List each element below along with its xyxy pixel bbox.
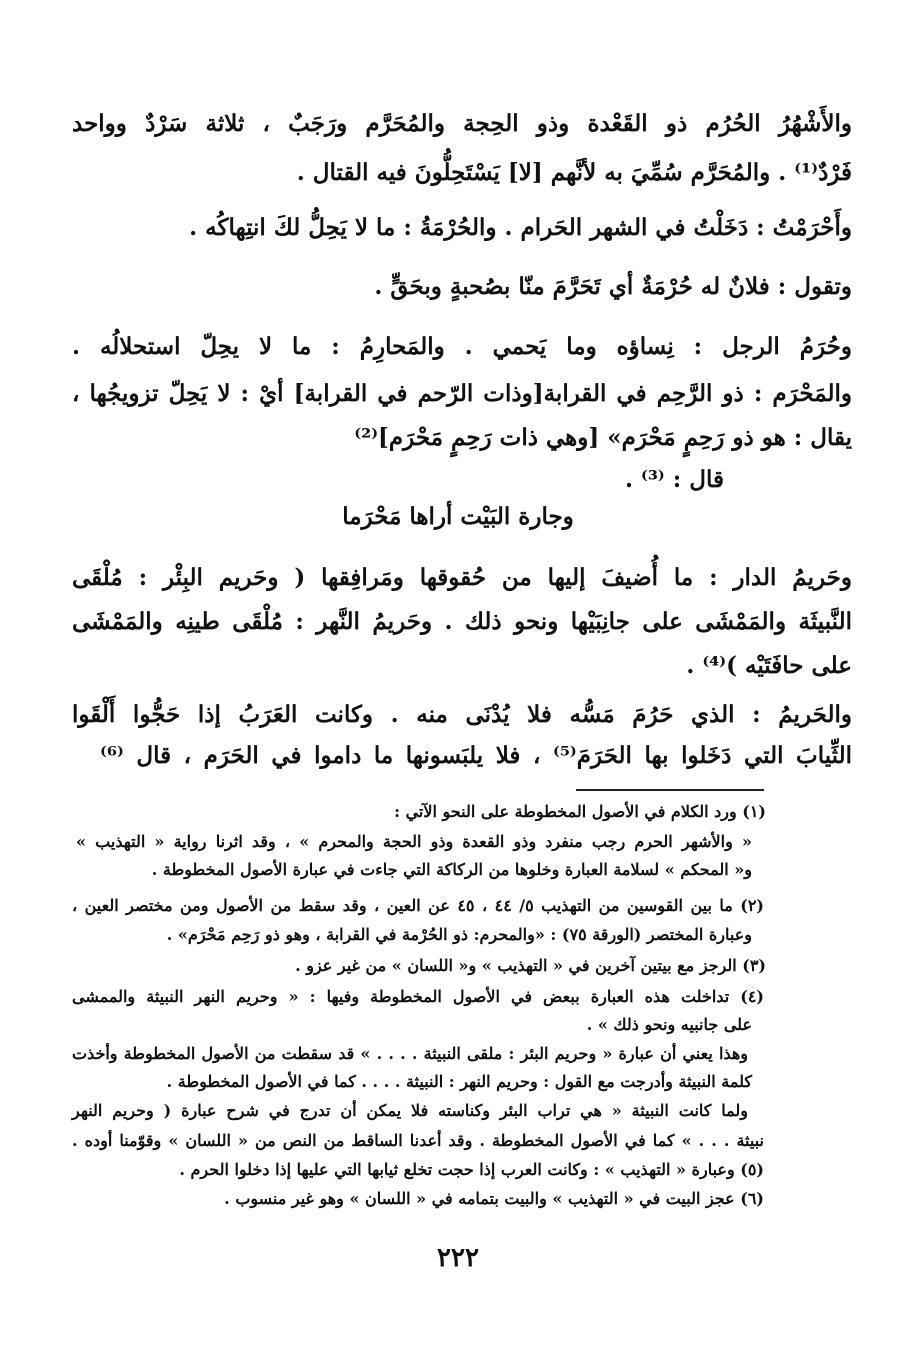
footnote-1-line-3: و« المحكم » لسلامة العبارة وخلوها من الركاكة التي جاءت في عبارة الأصول المخطوطة .: [151, 860, 752, 879]
footnote-2-line-1: (٢) ما بين القوسين من التهذيب ٥/ ٤٤ ، ٤٥ عن العين ، وقد سقط من الأصول ومن مختصر العين ،: [72, 896, 764, 915]
footnote-6: (٦) عجز البيت في « التهذيب » والبيت بتمامه في « اللسان » وهو غير منسوب .: [224, 1189, 764, 1208]
footnote-4-line-6: نبيثة . . . » كما في الأصول المخطوطة . وقد أعدنا الساقط من النص من « اللسان » وقوّمنا أوده .: [72, 1131, 764, 1150]
verse-line: وجارة البَيْت أراها مَحْرَما: [342, 503, 574, 530]
body-line-4: وتقول : فلانٌ له حُرْمَةٌ أي تَحَرَّمَ منّا بصُحبةٍ وبحَقٍّ .: [374, 273, 852, 300]
body-line-8: قال : ⁽³⁾ .: [624, 466, 724, 493]
body-line-2: فَرْدٌ⁽¹⁾ . والمُحَرَّم سُمِّيَ به لأنَّهم [لا] يَسْتَحِلُّونَ فيه القتال .: [296, 159, 852, 186]
body-line-10: النَّبيثَة والمَمْشَى على جانِبَيْها ونحو ذلك . وحَريمُ النَّهر : مُلْقَى طينِه والمَمْشَى: [72, 608, 852, 635]
footnote-1-line-2: « والأشهر الحرم رجب منفرد وذو القعدة وذو الحجة والمحرم » ، وقد اثرنا رواية « التهذيب »: [76, 832, 752, 851]
body-line-7: يقال : هو ذو رَحِمٍ مَحْرَم» [وهي ذات رَحِمٍ مَحْرَم]⁽²⁾: [354, 424, 852, 451]
footnote-5: (٥) وعبارة « التهذيب » : وكانت العرب إذا حجت تخلع ثيابها التي عليها إذا دخلوا الحرم .: [179, 1160, 764, 1179]
body-line-5: وحُرَمُ الرجل : نِساؤه وما يَحمي . والمَحارِمُ : ما لا يحِلّ استحلالُه .: [72, 333, 852, 360]
footnote-4-line-3: وهذا يعني أن عبارة « وحريم البئر : ملقى النبيثة . . . . » قد سقطت من الأصول المخطوطة وأخذت: [72, 1044, 748, 1063]
page-number: ٢٢٢: [437, 1243, 479, 1273]
body-line-3: وأَحْرَمْتُ : دَخَلْتُ في الشهر الحَرام . والحُرْمَةُ : ما لا يَحِلُّ لكَ انتِهاكُه .: [189, 214, 852, 241]
body-line-12: والحَريمُ : الذي حَرُمَ مَسُّه فلا يُدْنَى منه . وكانت العَرَبُ إذا حَجُّوا أَلْقَوا: [72, 701, 852, 728]
footnote-2-line-2: وعبارة المختصر (الورقة ٧٥) : «والمحرم: ذو الحُرْمة في القرابة ، وهو ذو رَحِم مَحْرَم» .: [166, 925, 752, 944]
footnote-4-line-1: (٤) تداخلت هذه العبارة ببعض في الأصول المخطوطة وفيها : « وحريم النهر النبيثة والممشى: [72, 987, 764, 1006]
body-line-13: الثِّيابَ التي دَخَلوا بها الحَرَمَ⁽⁵⁾ ، فلا يلبَسونها ما داموا في الحَرَم ، قال ⁽⁶⁾: [100, 742, 852, 769]
footnote-1-line-1: (١) ورد الكلام في الأصول المخطوطة على النحو الآتي :: [394, 802, 766, 821]
footnote-3: (٣) الرجز مع بيتين آخرين في « التهذيب » و« اللسان » من غير عزو .: [295, 956, 766, 975]
footnote-4-line-5: ولما كانت النبيثة « هي تراب البئر وكناسته فلا يمكن أن تدرج في شرح عبارة ( وحريم النهر: [72, 1101, 748, 1120]
body-line-6: والمَحْرَم : ذو الرَّحِم في القرابة[وذات الرّحم في القرابة] أيْ : لا يَحِلّ تزويجُها ،: [72, 380, 852, 407]
footnote-divider: [576, 789, 764, 791]
footnote-4-line-4: كلمة النبيثة وأدرجت مع القول : وحريم النهر : النبيثة . . . . كما في الأصول المخطوطة .: [166, 1072, 752, 1091]
body-line-1: والأَشْهُرُ الحُرُم ذو القَعْدة وذو الحِجة والمُحَرَّم ورَجَبٌ ، ثلاثة سَرْدٌ وواحد: [72, 110, 852, 137]
body-line-11: على حافَتَيْه )⁽⁴⁾ .: [686, 652, 852, 679]
body-line-9: وحَريمُ الدار : ما أُضيفَ إليها من حُقوقها ومَرافِقها ( وحَريم البِئْر : مُلْقَى: [72, 564, 852, 591]
footnote-4-line-2: على جانبيه ونحو ذلك » .: [586, 1015, 752, 1034]
